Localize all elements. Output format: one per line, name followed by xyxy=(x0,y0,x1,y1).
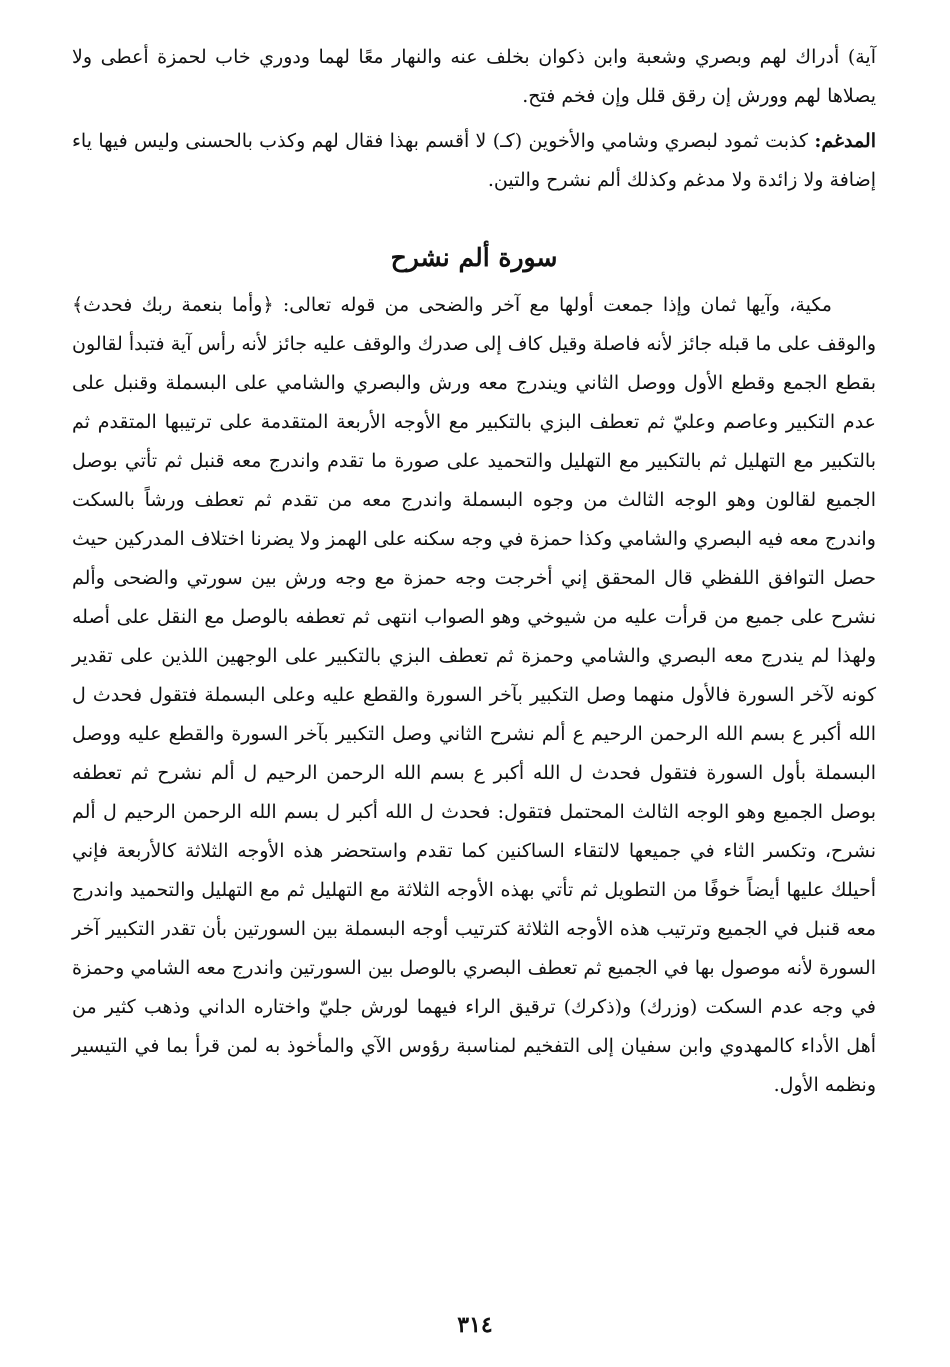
page-number: ٣١٤ xyxy=(457,1312,493,1338)
idgham-heading: المدغم: xyxy=(814,130,876,152)
idgham-paragraph xyxy=(72,122,876,200)
top-paragraph: آية) أدراك لهم وبصري وشعبة وابن ذكوان بخلف عنه والنهار معًا لهما ودوري خاب لحمزة أعطى ولا يصلاها لهم وورش إن رقق قلل وإن فخم فتح. xyxy=(72,46,876,107)
surah-title: سورة ألم نشرح xyxy=(390,243,558,272)
idgham-text: كذبت ثمود لبصري وشامي والأخوين (كـ) لا أقسم بهذا فقال لهم وكذب بالحسنى وليس فيها ياء إضافة ولا زائدة ولا مدغم وكذلك ألم نشرح والتين. xyxy=(72,130,876,191)
main-paragraph: مكية، وآيها ثمان وإذا جمعت أولها مع آخر والضحى من قوله تعالى: ﴿وأما بنعمة ربك فحدث﴾ والوقف على ما قبله جائز لأنه فاصلة وقيل كاف إلى صدرك والوقف عليه جائز لأنه رأس آية فتبدأ لقالون بقطع الجمع وقطع الأول ووصل الثاني ويندرج معه ورش والبصري والشامي على البسملة وقنبل على عدم التكبير وعاصم وعليّ ثم تعطف البزي بالتكبير مع الأوجه الأربعة المتقدمة على ترتيبها المتقدم ثم بالتكبير مع التهليل ثم بالتكبير مع التهليل والتحميد على صورة ما تقدم واندرج معه قنبل ثم تأتي بوصل الجميع لقالون وهو الوجه الثالث من وجوه البسملة واندرج معه من تقدم ثم تعطف ورشاً بالسكت واندرج معه فيه البصري والشامي وكذا حمزة في وجه سكنه على الهمز ولا يضرنا اختلاف المدركين حيث حصل التوافق اللفظي قال المحقق إني أخرجت وجه حمزة مع وجه ورش بين سورتي والضحى وألم نشرح على جميع من قرأت عليه من شيوخي وهو الصواب انتهى ثم تعطفه بالوصل مع النقل على أصله ولهذا لم يندرج معه البصري والشامي وحمزة ثم تعطف البزي بالتكبير على الوجهين اللذين على تقدير كونه لآخر السورة فالأول منهما وصل التكبير بآخر السورة والقطع عليه وعلى البسملة فتقول فحدث ل الله أكبر ع بسم الله الرحمن الرحيم ع ألم نشرح الثاني وصل التكبير بآخر السورة والقطع عليه ووصل البسملة بأول السورة فتقول فحدث ل الله أكبر ع بسم الله الرحمن الرحيم ل ألم نشرح ثم تعطفه بوصل الجميع وهو الوجه الثالث المحتمل فتقول: فحدث ل الله أكبر ل بسم الله الرحمن الرحيم ل ألم نشرح، وتكسر الثاء في جميعها لالتقاء الساكنين كما تقدم واستحضر هذه الأوجه الثلاثة كالأربعة فإني أحيلك عليها أيضاً خوفًا من التطويل ثم تأتي بهذه الأوجه الثلاثة مع التهليل ثم مع التهليل والتحميد واندرج معه قنبل في الجميع وترتيب هذه الأوجه الثلاثة كترتيب أوجه البسملة بين السورتين بأن تقدر التكبير آخر السورة لأنه موصول بها في الجميع ثم تعطف البصري بالوصل بين السورتين واندرج معه الشامي وحمزة في وجه عدم السكت (وزرك) و(ذكرك) ترقيق الراء فيهما لورش جليّ واختاره الداني وذهب كثير من أهل الأداء كالمهدوي وابن سفيان إلى التفخيم لمناسبة رؤوس الآي والمأخوذ به لمن قرأ بما في التيسير ونظمه الأول. xyxy=(72,294,876,1096)
